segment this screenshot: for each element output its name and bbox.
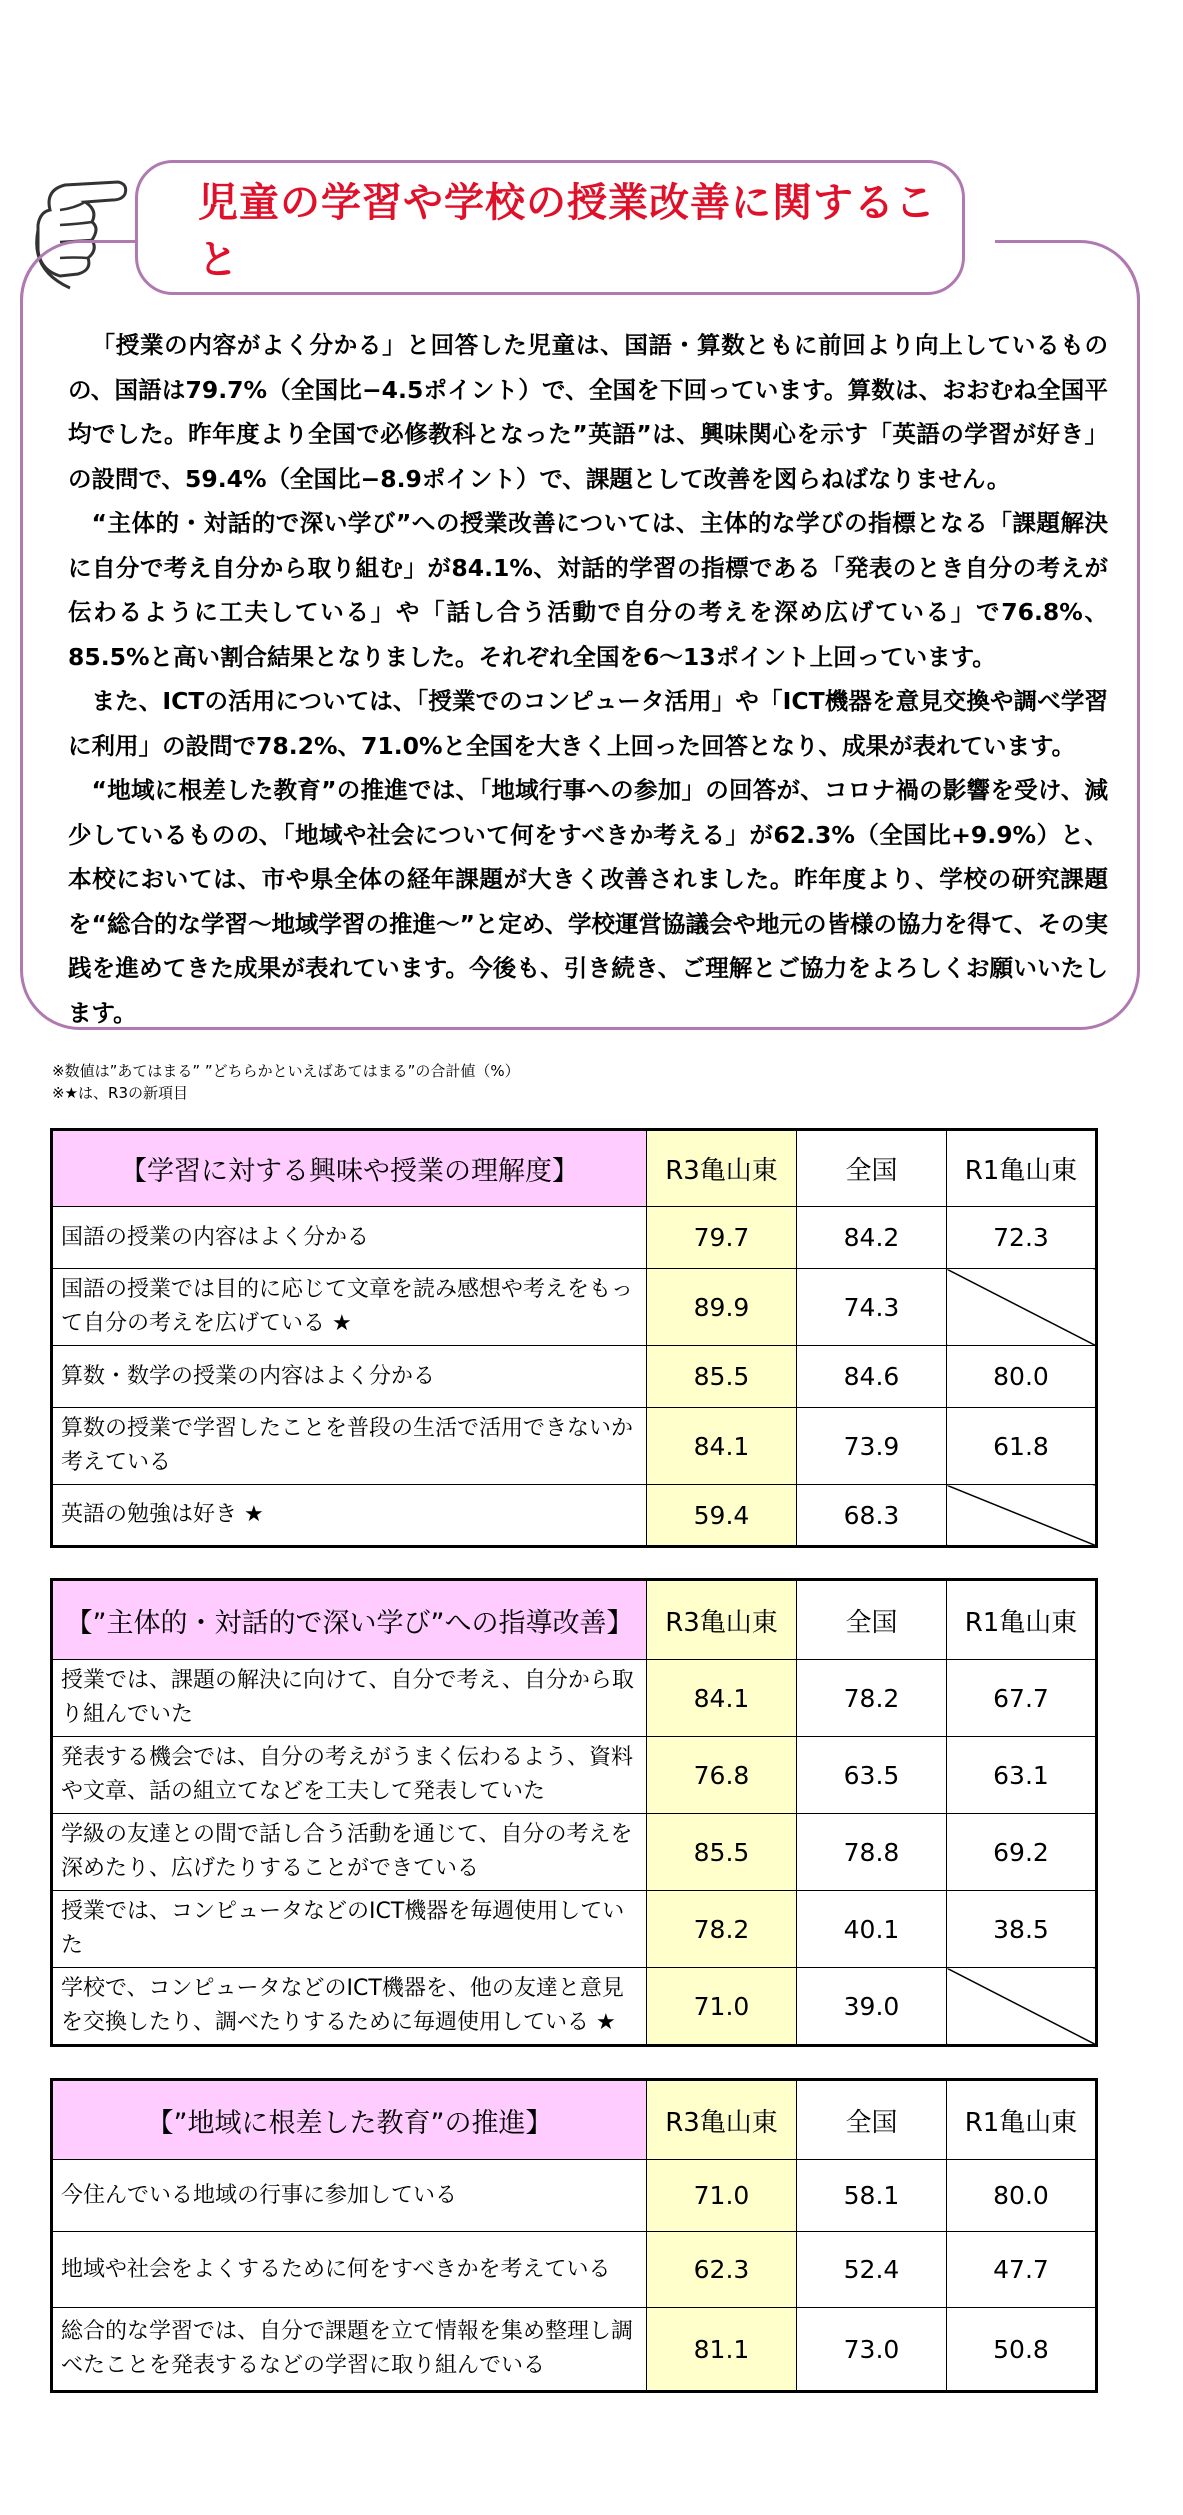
value-r1: 69.2 <box>947 1814 1097 1891</box>
value-r3: 84.1 <box>647 1660 797 1737</box>
table-row <box>52 1269 1097 1346</box>
column-header-r3: R3亀山東 <box>647 2080 797 2160</box>
table-row <box>52 1485 1097 1547</box>
value-r3: 84.1 <box>647 1408 797 1485</box>
survey-item: 学校で、コンピュータなどのICT機器を、他の友達と意見を交換したり、調べたりするために毎週使用している ★ <box>52 1968 647 2046</box>
summary-paragraph: 「授業の内容がよく分かる」と回答した児童は、国語・算数ともに前回より向上しているものの、国語は79.7%（全国比−4.5ポイント）で、全国を下回っています。算数は、おおむね全国平均でした。昨年度より全国で必修教科となった”英語”は、興味関心を示す「英語の学習が好き」の設問で、59.4%（全国比−8.9ポイント）で、課題として改善を図らねばなりません。 <box>68 331 1108 493</box>
value-r3: 71.0 <box>647 2160 797 2232</box>
value-r1: 47.7 <box>947 2232 1097 2308</box>
table-row <box>52 1408 1097 1485</box>
value-national: 78.2 <box>797 1660 947 1737</box>
value-national: 74.3 <box>797 1269 947 1346</box>
value-r3: 85.5 <box>647 1814 797 1891</box>
value-r3: 89.9 <box>647 1269 797 1346</box>
survey-table-community-education <box>50 2078 1098 2393</box>
note-line: ※数値は”あてはまる” ”どちらかといえばあてはまる”の合計値（%） <box>52 1062 520 1080</box>
value-r1: 67.7 <box>947 1660 1097 1737</box>
survey-item: 算数・数学の授業の内容はよく分かる <box>52 1346 647 1408</box>
summary-paragraph: “地域に根差した教育”の推進では、「地域行事への参加」の回答が、コロナ禍の影響を受け、減少しているものの、「地域や社会について何をすべきか考える」が62.3%（全国比+9.9%）と、本校においては、市や県全体の経年課題が大きく改善されました。昨年度より、学校の研究課題を“総合的な学習〜地域学習の推進〜”と定め、学校運営協議会や地元の皆様の協力を得て、その実践を進めてきた成果が表れています。今後も、引き続き、ご理解とご協力をよろしくお願いいたします。 <box>68 776 1108 1027</box>
value-national: 68.3 <box>797 1485 947 1547</box>
value-r1-not-applicable <box>947 1968 1097 2046</box>
value-r3: 71.0 <box>647 1968 797 2046</box>
value-national: 78.8 <box>797 1814 947 1891</box>
table-row <box>52 2232 1097 2308</box>
table-row <box>52 1207 1097 1269</box>
notes <box>52 1060 520 1104</box>
survey-item: 発表する機会では、自分の考えがうまく伝わるよう、資料や文章、話の組立てなどを工夫して発表していた <box>52 1737 647 1814</box>
table-row <box>52 1968 1097 2046</box>
value-r3: 76.8 <box>647 1737 797 1814</box>
survey-item: 総合的な学習では、自分で課題を立て情報を集め整理し調べたことを発表するなどの学習に取り組んでいる <box>52 2308 647 2392</box>
value-r1-not-applicable <box>947 1485 1097 1547</box>
table-category-header: 【”地域に根差した教育”の推進】 <box>52 2080 647 2160</box>
column-header-r3: R3亀山東 <box>647 1580 797 1660</box>
column-header-r3: R3亀山東 <box>647 1130 797 1207</box>
value-r1-not-applicable <box>947 1269 1097 1346</box>
column-header-r1: R1亀山東 <box>947 1580 1097 1660</box>
value-r3: 81.1 <box>647 2308 797 2392</box>
value-national: 52.4 <box>797 2232 947 2308</box>
value-r3: 85.5 <box>647 1346 797 1408</box>
value-national: 73.0 <box>797 2308 947 2392</box>
value-national: 84.2 <box>797 1207 947 1269</box>
survey-item: 地域や社会をよくするために何をすべきかを考えている <box>52 2232 647 2308</box>
column-header-r1: R1亀山東 <box>947 1130 1097 1207</box>
table-row <box>52 2160 1097 2232</box>
value-r3: 59.4 <box>647 1485 797 1547</box>
column-header-national: 全国 <box>797 1580 947 1660</box>
survey-item: 学級の友達との間で話し合う活動を通じて、自分の考えを深めたり、広げたりすることができている <box>52 1814 647 1891</box>
survey-item: 授業では、コンピュータなどのICT機器を毎週使用していた <box>52 1891 647 1968</box>
value-r1: 50.8 <box>947 2308 1097 2392</box>
table-row <box>52 1814 1097 1891</box>
summary-text <box>68 323 1108 1035</box>
value-national: 63.5 <box>797 1737 947 1814</box>
survey-table-learning-interest <box>50 1128 1098 1548</box>
survey-item: 国語の授業では目的に応じて文章を読み感想や考えをもって自分の考えを広げている ★ <box>52 1269 647 1346</box>
table-row <box>52 1346 1097 1408</box>
table-row <box>52 2308 1097 2392</box>
value-national: 58.1 <box>797 2160 947 2232</box>
title-banner <box>135 160 965 295</box>
note-line: ※★は、R3の新項目 <box>52 1084 188 1102</box>
value-r1: 72.3 <box>947 1207 1097 1269</box>
value-national: 40.1 <box>797 1891 947 1968</box>
column-header-r1: R1亀山東 <box>947 2080 1097 2160</box>
value-national: 39.0 <box>797 1968 947 2046</box>
column-header-national: 全国 <box>797 2080 947 2160</box>
survey-item: 英語の勉強は好き ★ <box>52 1485 647 1547</box>
value-r1: 63.1 <box>947 1737 1097 1814</box>
summary-paragraph: “主体的・対話的で深い学び”への授業改善については、主体的な学びの指標となる「課題解決に自分で考え自分から取り組む」が84.1%、対話的学習の指標である「発表のとき自分の考えが伝わるように工夫している」や「話し合う活動で自分の考えを深め広げている」で76.8%、85.5%と高い割合結果となりました。それぞれ全国を6〜13ポイント上回っています。 <box>68 509 1108 671</box>
table-row <box>52 1660 1097 1737</box>
table-category-header: 【”主体的・対話的で深い学び”への指導改善】 <box>52 1580 647 1660</box>
value-r1: 80.0 <box>947 2160 1097 2232</box>
survey-item: 国語の授業の内容はよく分かる <box>52 1207 647 1269</box>
value-r3: 78.2 <box>647 1891 797 1968</box>
survey-item: 今住んでいる地域の行事に参加している <box>52 2160 647 2232</box>
table-category-header: 【学習に対する興味や授業の理解度】 <box>52 1130 647 1207</box>
value-national: 84.6 <box>797 1346 947 1408</box>
table-row <box>52 1737 1097 1814</box>
summary-paragraph: また、ICTの活用については、「授業でのコンピュータ活用」や「ICT機器を意見交換や調べ学習に利用」の設問で78.2%、71.0%と全国を大きく上回った回答となり、成果が表れています。 <box>68 687 1108 760</box>
column-header-national: 全国 <box>797 1130 947 1207</box>
table-row <box>52 1891 1097 1968</box>
survey-item: 授業では、課題の解決に向けて、自分で考え、自分から取り組んでいた <box>52 1660 647 1737</box>
title-connector-line <box>995 240 1070 243</box>
survey-table-active-learning <box>50 1578 1098 2047</box>
value-r3: 79.7 <box>647 1207 797 1269</box>
survey-item: 算数の授業で学習したことを普段の生活で活用できないか考えている <box>52 1408 647 1485</box>
page-title: 児童の学習や学校の授業改善に関すること <box>198 179 936 283</box>
value-r1: 38.5 <box>947 1891 1097 1968</box>
value-r1: 61.8 <box>947 1408 1097 1485</box>
value-r1: 80.0 <box>947 1346 1097 1408</box>
value-national: 73.9 <box>797 1408 947 1485</box>
value-r3: 62.3 <box>647 2232 797 2308</box>
